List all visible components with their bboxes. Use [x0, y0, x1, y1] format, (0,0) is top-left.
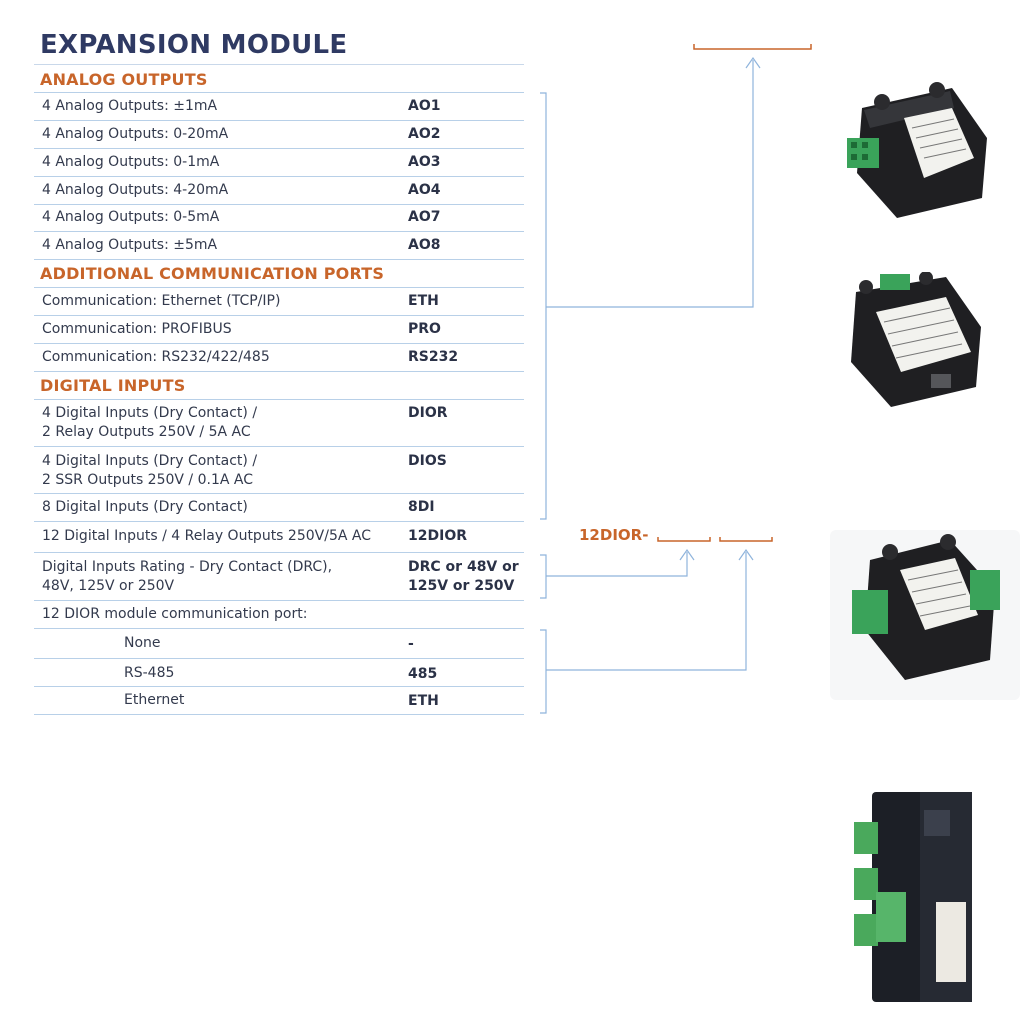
- row-description-line1: 4 Digital Inputs (Dry Contact) /: [42, 405, 258, 421]
- row-code: AO2: [408, 126, 441, 142]
- 12dior-module-photo: [830, 530, 1020, 700]
- order-slot-top: [694, 44, 811, 49]
- row-description: 4 Analog Outputs: 0-20mA: [42, 126, 229, 142]
- row-code: AO8: [408, 237, 441, 253]
- row-code: 485: [408, 666, 438, 682]
- order-code-prefix: 12DIOR-: [579, 526, 649, 544]
- row-code: AO1: [408, 98, 441, 114]
- section-digital-inputs: DIGITAL INPUTS: [40, 376, 186, 395]
- row-code: DIOS: [408, 453, 447, 469]
- row-description: 12 DIOR module communication port:: [42, 606, 308, 622]
- connector-main: [546, 60, 753, 307]
- row-description-line2: 48V, 125V or 250V: [42, 578, 175, 594]
- order-slot-port: [720, 537, 772, 541]
- section-analog-outputs: ANALOG OUTPUTS: [40, 70, 208, 89]
- row-description: Ethernet: [124, 692, 185, 708]
- row-code: PRO: [408, 321, 441, 337]
- page-title: EXPANSION MODULE: [40, 30, 348, 60]
- bracket-main: [540, 93, 546, 519]
- row-description-line1: 4 Digital Inputs (Dry Contact) /: [42, 453, 258, 469]
- row-description: 4 Analog Outputs: 4-20mA: [42, 182, 229, 198]
- row-code: DIOR: [408, 405, 448, 421]
- connector-port: [546, 552, 746, 670]
- row-code-line2: 125V or 250V: [408, 578, 515, 594]
- row-description: 4 Analog Outputs: 0-5mA: [42, 209, 220, 225]
- bracket-rating: [540, 555, 546, 598]
- bracket-port: [540, 630, 546, 713]
- row-code: AO3: [408, 154, 441, 170]
- row-code-line1: DRC or 48V or: [408, 559, 519, 575]
- row-code: RS232: [408, 349, 459, 365]
- row-description: 4 Analog Outputs: ±1mA: [42, 98, 218, 114]
- row-code: AO4: [408, 182, 441, 198]
- row-description: Communication: PROFIBUS: [42, 321, 232, 337]
- row-description: Communication: RS232/422/485: [42, 349, 270, 365]
- row-description: None: [124, 635, 161, 651]
- row-description: 4 Analog Outputs: ±5mA: [42, 237, 218, 253]
- row-code: AO7: [408, 209, 441, 225]
- row-description: Communication: Ethernet (TCP/IP): [42, 293, 281, 309]
- row-code: ETH: [408, 693, 439, 709]
- row-description-line2: 2 Relay Outputs 250V / 5A AC: [42, 424, 251, 440]
- connector-rating: [546, 552, 687, 576]
- row-description: 8 Digital Inputs (Dry Contact): [42, 499, 248, 515]
- order-slot-rating: [658, 537, 710, 541]
- row-description: 4 Analog Outputs: 0-1mA: [42, 154, 220, 170]
- mounted-module-photo: [850, 782, 980, 1010]
- row-description: RS-485: [124, 665, 175, 681]
- expansion-module-ethernet-photo: [846, 272, 986, 412]
- row-description-line1: Digital Inputs Rating - Dry Contact (DRC),: [42, 559, 333, 575]
- row-code: 12DIOR: [408, 528, 467, 544]
- row-code: ETH: [408, 293, 439, 309]
- row-description: 12 Digital Inputs / 4 Relay Outputs 250V/5A AC: [42, 528, 371, 544]
- row-code: 8DI: [408, 499, 435, 515]
- section-communication-ports: ADDITIONAL COMMUNICATION PORTS: [40, 264, 385, 283]
- row-description-line2: 2 SSR Outputs 250V / 0.1A AC: [42, 472, 253, 488]
- row-code: -: [408, 636, 414, 652]
- expansion-module-analog-photo: [842, 78, 992, 220]
